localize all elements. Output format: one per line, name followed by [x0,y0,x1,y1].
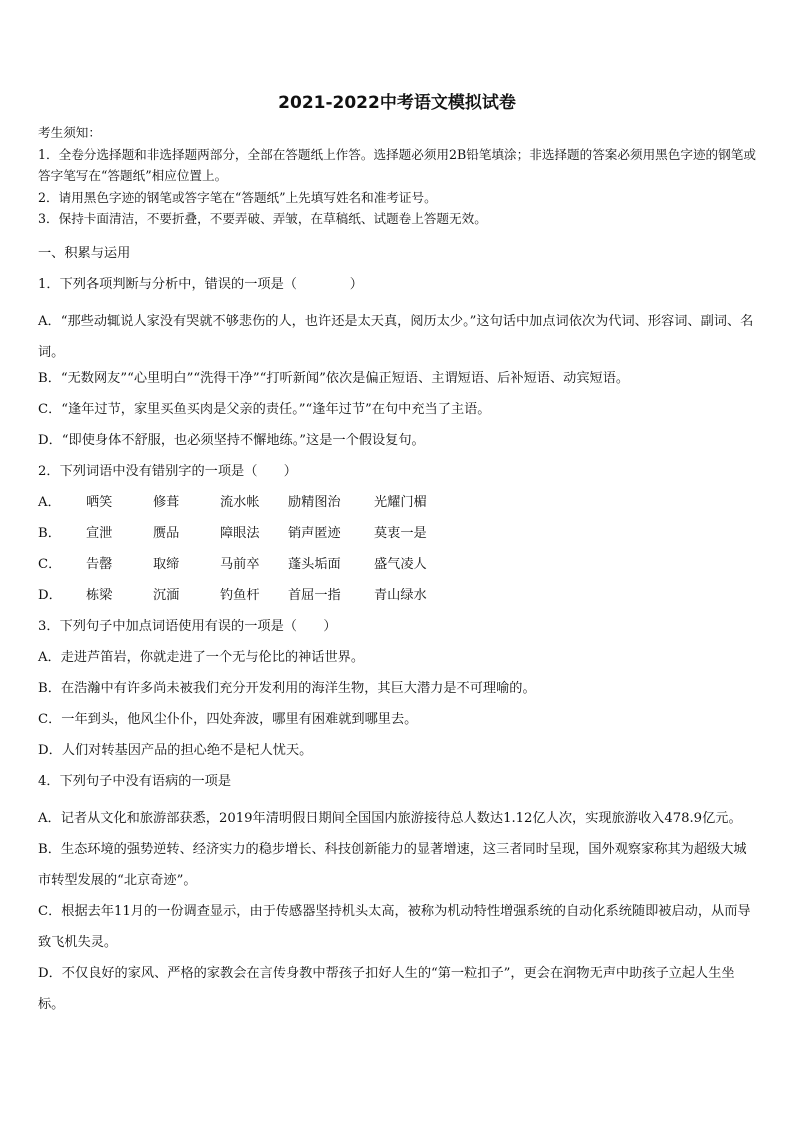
option-label: C． [38,557,62,572]
page-title: 2021-2022中考语文模拟试卷 [278,93,516,113]
option-word: 蓬头垢面 [288,557,341,572]
question-3-stem: 3．下列句子中加点词语使用有误的一项是（ ） [38,619,337,634]
question-1-option-c: C．“逢年过节，家里买鱼买肉是父亲的责任。”“逢年过节”在句中充当了主语。 [38,402,491,417]
option-label: D． [38,588,62,603]
question-3-option-c: C．一年到头，他风尘仆仆，四处奔波，哪里有困难就到哪里去。 [38,712,418,727]
question-1-option-d: D．“即使身体不舒服，也必须坚持不懈地练。”这是一个假设复句。 [38,433,425,448]
option-word: 取缔 [153,557,180,572]
exam-body [38,244,756,1020]
question-1-option-b: B．“无数网友”“心里明白”“洗得干净”“打听新闻”依次是偏正短语、主谓短语、后补短语、动宾短语。 [38,371,630,386]
option-word: 沉湎 [153,588,180,603]
notice-item: 3．保持卡面清洁，不要折叠，不要弄破、弄皱，在草稿纸、试题卷上答题无效。 [38,211,487,226]
question-3-option-d: D．人们对转基因产品的担心绝不是杞人忧天。 [38,743,313,758]
option-word: 障眼法 [220,526,260,541]
section-heading: 一、积累与运用 [38,246,131,261]
option-word: 钓鱼杆 [220,588,260,603]
option-word: 修葺 [153,495,180,510]
question-4-option-a: A．记者从文化和旅游部获悉，2019年清明假日期间全国国内旅游接待总人数达1.12亿人次，实现旅游收入478.9亿元。 [38,811,742,826]
option-label: B． [38,526,61,541]
option-word: 哂笑 [86,495,113,510]
question-4-option-c: C．根据去年11月的一份调查显示，由于传感器坚持机头太高，被称为机动特性增强系统的自动化系统随即被启动，从而导致飞机失灵。 [38,904,751,950]
option-word: 励精图治 [288,495,341,510]
option-word: 青山绿水 [374,588,427,603]
option-word: 光耀门楣 [374,495,427,510]
option-word: 盛气凌人 [374,557,427,572]
question-3-option-a: A．走进芦笛岩，你就走进了一个无与伦比的神话世界。 [38,650,365,665]
option-word: 赝品 [153,526,180,541]
notice-heading: 考生须知： [38,125,101,140]
option-word: 莫衷一是 [374,526,427,541]
option-word: 栋梁 [86,588,113,603]
question-4-option-d: D．不仅良好的家风、严格的家教会在言传身教中帮孩子扣好人生的“第一粒扣子”，更会在润物无声中助孩子立起人生坐标。 [38,966,735,1012]
question-2-option-b [38,524,756,555]
question-2-option-c [38,555,756,586]
question-2-stem: 2．下列词语中没有错别字的一项是（ ） [38,464,297,479]
question-1-option-a: A．“那些动辄说人家没有哭就不够悲伤的人，也许还是太天真，阅历太少。”这句话中加点词依次为代词、形容词、副词、名词。 [38,314,754,360]
option-word: 告罄 [86,557,113,572]
option-word: 首屈一指 [288,588,341,603]
question-3-option-b: B．在浩瀚中有许多尚未被我们充分开发利用的海洋生物，其巨大潜力是不可理喻的。 [38,681,536,696]
question-4-stem: 4．下列句子中没有语病的一项是 [38,774,232,789]
notice-item: 1．全卷分选择题和非选择题两部分，全部在答题纸上作答。选择题必须用2B铅笔填涂；非选择题的答案必须用黑色字迹的钢笔或答字笔写在“答题纸”相应位置上。 [38,146,756,183]
notice-item: 2．请用黑色字迹的钢笔或答字笔在“答题纸”上先填写姓名和准考证号。 [38,189,437,205]
candidate-notice [38,122,756,230]
question-4-option-b: B．生态环境的强势逆转、经济实力的稳步增长、科技创新能力的显著增速，这三者同时呈现，国外观察家称其为超级大城市转型发展的“北京奇迹”。 [38,842,747,888]
option-word: 销声匿迹 [288,526,341,541]
question-2-option-d [38,586,756,617]
question-1-stem: 1．下列各项判断与分析中，错误的一项是（ ） [38,277,363,292]
option-word: 马前卒 [220,557,260,572]
option-word: 宣泄 [86,526,113,541]
question-2-option-a [38,493,756,524]
option-word: 流水帐 [220,495,260,510]
option-label: A． [38,495,61,510]
